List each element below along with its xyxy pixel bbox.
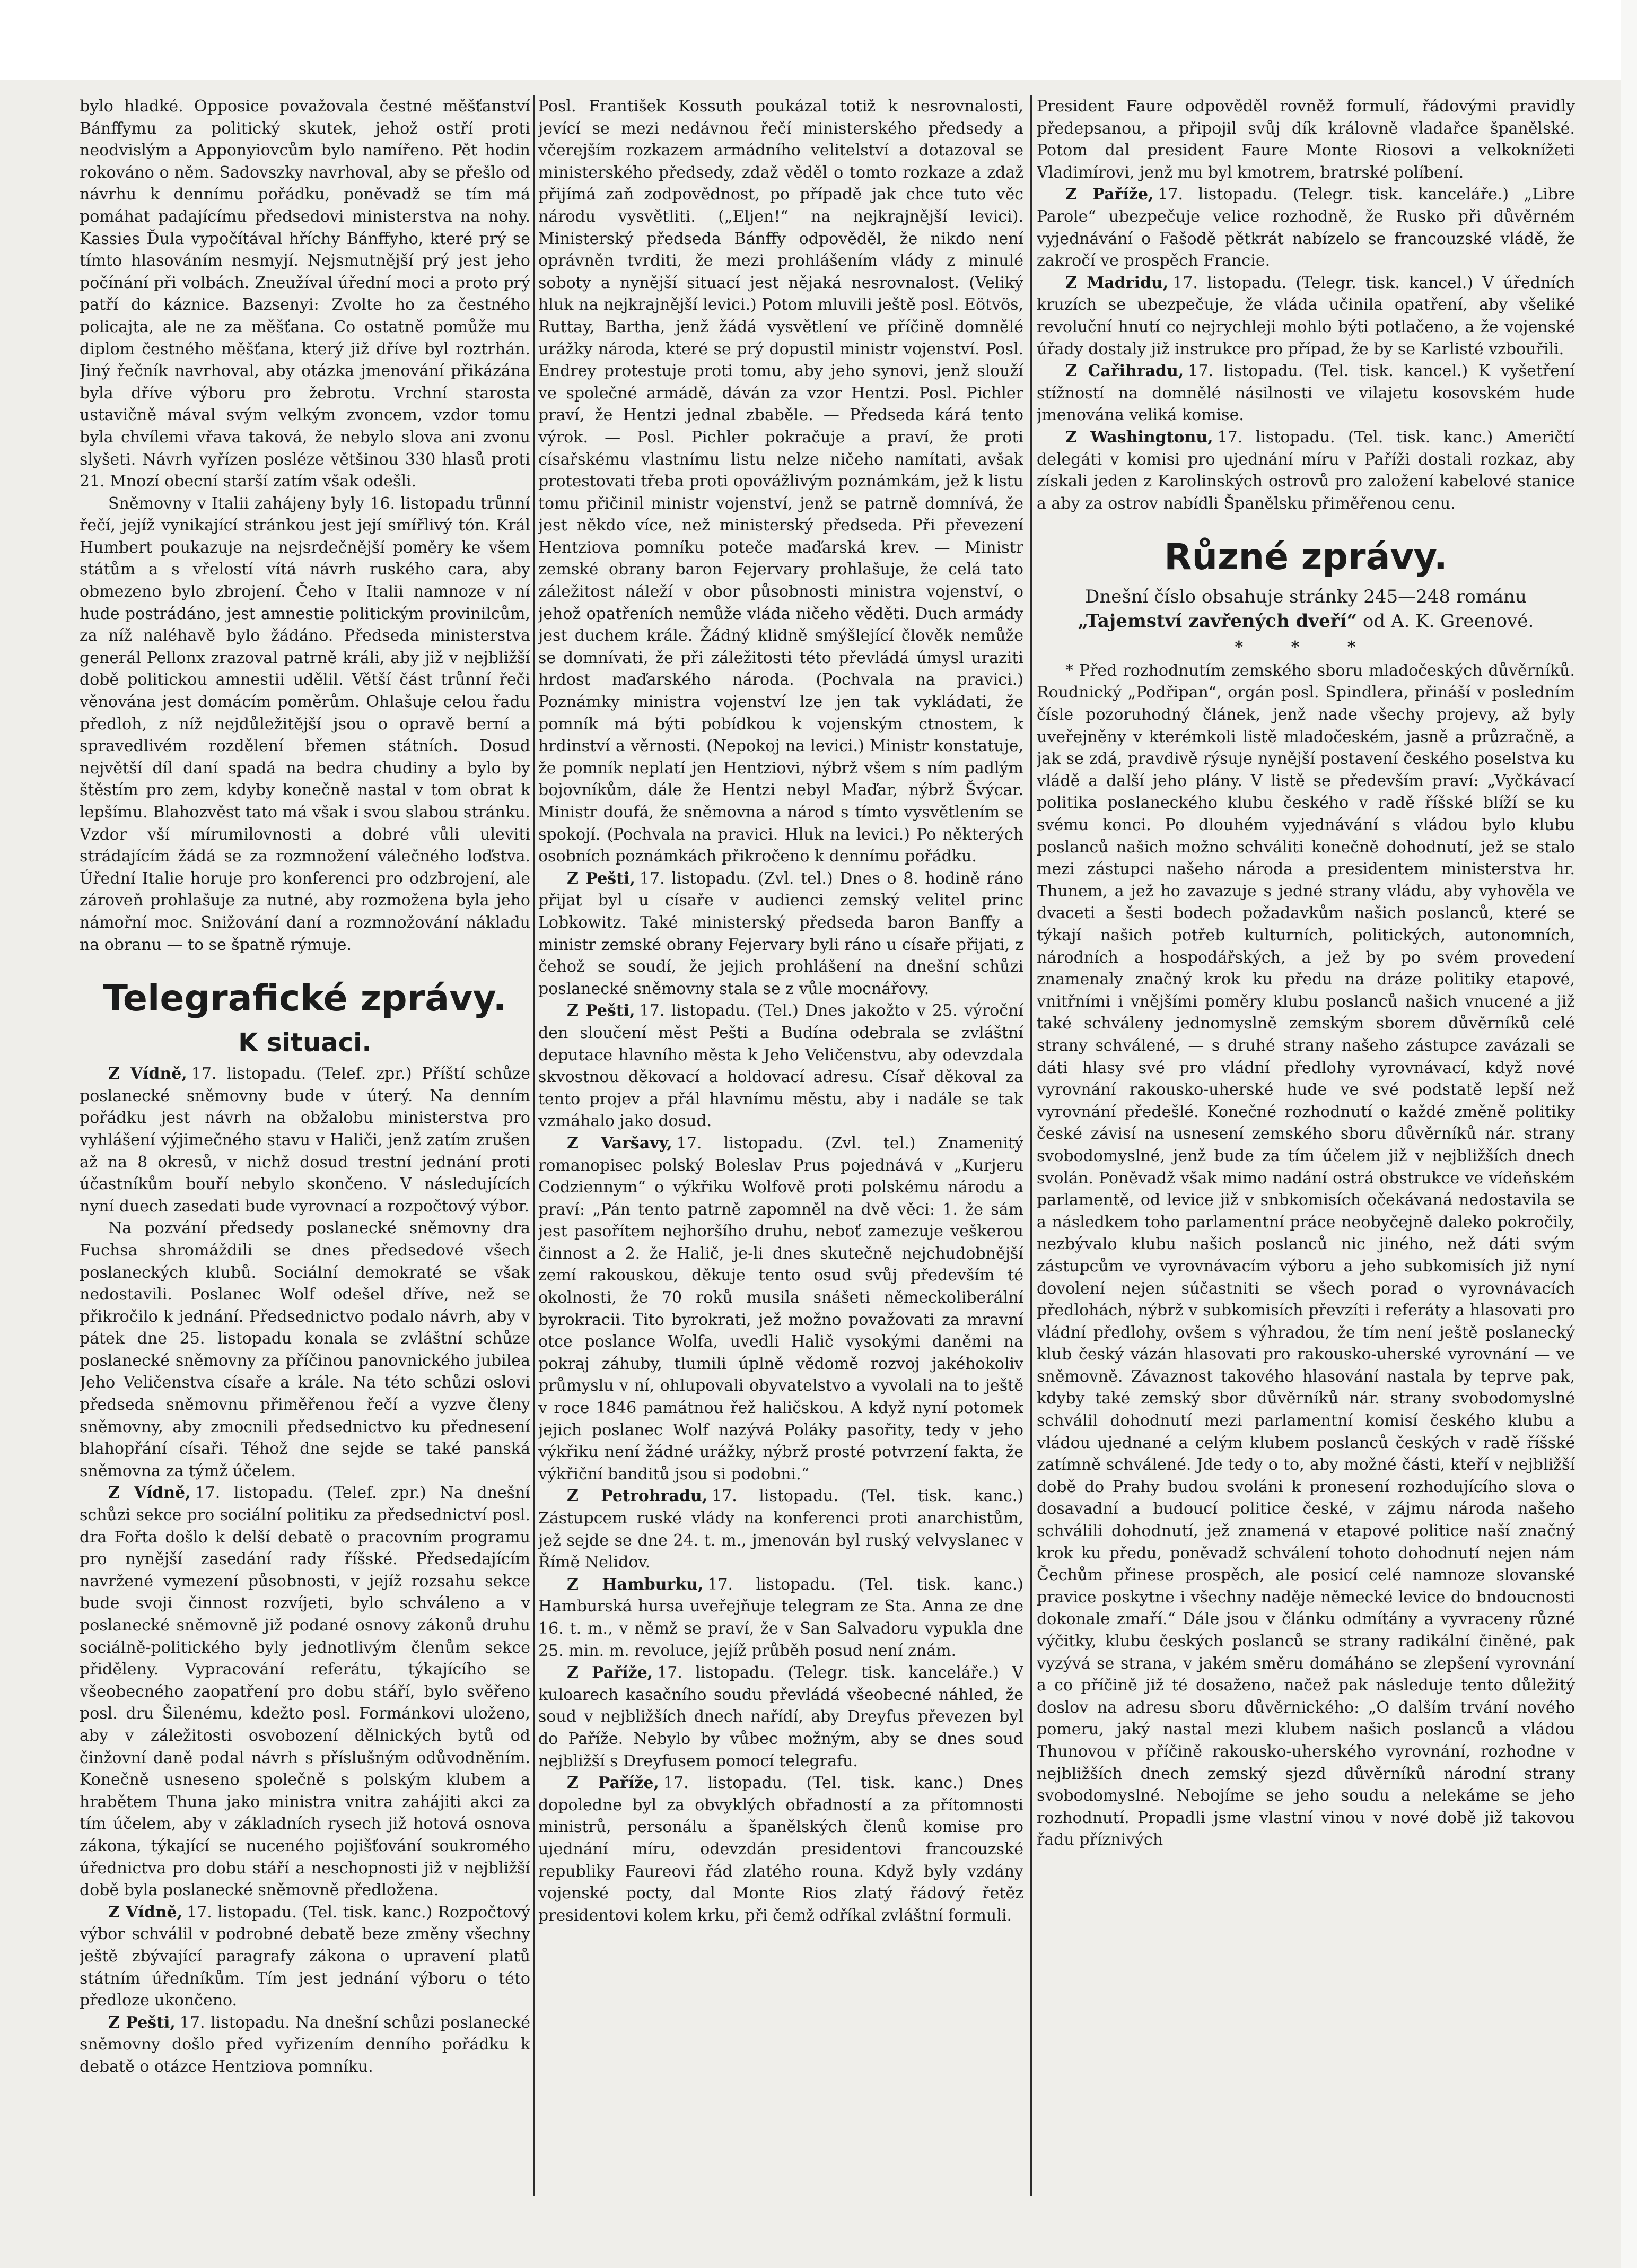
article-paragraph: * Před rozhodnutím zemského sboru mladočeských důvěrníků. Roudnický „Podřipan“, orgán posl. Spindlera, přináší v posledním čísle pozoruhodný článek, jenž nade všechy projevy, až byly uveřejněny v kterémkoli listě mladočeském, jasně a průzračně, a jak se zdá, pravdivě rýsuje nynější postavení českého poselstva ku vládě a další jeho plány. V listě se především praví: „Vyčkávací politika poslaneckého klubu českého v radě říšské blíží se ku svému konci. Po dlouhém vyjednávání s vládou bylo klubu poslanců našich možno schváliti konečně dohodnutí, jež se stalo mezi zástupci našeho národa a presidentem ministerstva hr. Thunem, a jež ho zavazuje s jedné strany vládu, aby vyhověla ve dvaceti a šesti bodech požadavkům našich poslanců, které se týkají našich potřeb kulturních, politických, autonomních, národních a hospodářských, a jež by po svém provedení znamenaly značný krok ku předu na dráze politiky etapové, vnitřními i vnějšími poměry klubu poslanců našich vnucené a již také schváleny jednomyslně zemským sborem důvěrníků celé strany schválené, — s druhé strany našeho zástupce zavázali se dáti hlasy své pro vládní předlohy vyrovnávací, když nové vyrovnání rakousko-uherské hude ve své podstatě lepší než vyrovnání předešlé. Konečné rozhodnutí o každé změně politiky české závisí na usnesení zemského sboru důvěrníků nár. strany svobodomyslné, jenž bude za tím účelem již v nejbližších dnech svolán. Poněvadž však mimo nadání ostrá obstrukce ve vídeňském parlamentě, od levice již v snbkomisích očekávaná nedostavila se a následkem toho parlamentní práce neobyčejně daleko pokročily, nezbývalo klubu našich poslanců nic jiného, než dáti svým zástupcům ve vyrovnávacím výboru a jeho subkomisích již nyní dovolení nejen súčastniti se všech porad o vyrovnávacích předlohách, nýbrž v subkomisích převzíti i referáty a hlasovati pro vládní předlohy, ovšem s výhradou, že tím není ještě poslanecký klub český vázán hlasovati pro rakousko-uherské vyrovnání — ve sněmovně. Závaznost takového hlasování nastala by teprve pak, kdyby také zemský sbor důvěrníků nár. strany svobodomyslné schválil dohodnutí mezi parlamentní komisí českého klubu a vládou ujednané a celým klubem poslanců českých v radě říšské zatímně schválené. Jde tedy o to, aby možné části, kteří v nejbližší době do Prahy budou svoláni k pronesení rozhodujícího slova o dosavadní a budoucí politice české, v zájmu národa našeho schválili dohodnutí, jež znamená v etapové politice naší značný krok ku předu, poněvadž schválení tohoto dohodnutí nejen nám Čechům přinese prospěch, ale posicí celé namnoze slovanské pravice poskytne i všechny naděje německé levice do bndoucnosti dokonale zmaří.“ Dále jsou v článku odmítány a vyvraceny různé výčitky, klubu českých poslanců se strany radikální činěné, pak vyzývá se strana, v jakém směru domáháno se zlepšení vyrovnání a co příčině již té dosaženo, načež pak následuje tento důležitý doslov na adresu sboru důvěrnického: „O dalším trvání nového pomeru, jaký nastal mezi klubem našich poslanců a vládou Thunovou v příčině rakousko-uherského vyrovnání, rozhodne v nejbližších dnech zemský sjezd důvěrníků národní strany svobodomyslné. Nebojíme se jeho soudu a nelekáme se jeho rozhodnutí. Propadli jsme vlastní vinou v nové době již takovou řadu příznivých — [1037, 661, 1575, 1850]
dateline: Z Pešti, — [567, 869, 635, 888]
report-paragraph — [80, 1901, 530, 2012]
subsection-title: K situaci. — [238, 1028, 372, 1058]
report-text: 17. listopadu. (Zvl. tel.) Dnes o 8. hodině ráno přijat byl u císaře v audienci zemský velitel princ Lobkowitz. Také ministerský předseda baron Banffy a ministr zemské obrany Fejervary byli ráno u císaře přijati, z čehož se soudí, že jejich prohlášení na dnešní schůzi poslanecké sněmovny stala se z vůle mocnářovy. — [538, 869, 1023, 998]
dateline: Z Washingtonu, — [1065, 428, 1213, 447]
report-text: 17. listopadu. (Telef. zpr.) Příští schůze poslanecké sněmovny bude v úterý. Na denním pořádku jest návrh na obžalobu ministerstva pro vyhlášení výjimečného stavu v Haliči, jenž zatím zrušen až na 8 okresů, v nichž dosud trestní jednání proti účastníkům bouří nebylo skončeno. V následujících nyní duech zasedati bude vyrovnací a rozpočtový výbor. — [80, 1065, 530, 1216]
newspaper-page — [80, 95, 1575, 2206]
article-paragraph: President Faure odpověděl rovněž formulí, řádovými pravidly předepsanou, a připojil svůj dík královně vladařce španělské. Potom dal president Faure Monte Riosovi a velkoknížeti Vladimírovi, jenž mu byl kmotrem, bratrské políbení. — [1037, 97, 1575, 182]
column-1 — [80, 95, 530, 2206]
report-text: 17. listopadu. (Telegr. tisk. kanceláře.) „Libre Parole“ ubezpečuje velice rozhodně, že Rusko při důvěrném vyjednávání o Fašodě pětkrát nabízelo se francouzské vládě, že zakročí ve prospěch Francie. — [1037, 185, 1575, 271]
dateline: Z Petrohradu, — [567, 1487, 708, 1506]
dateline: Z Vídně, — [108, 1484, 191, 1503]
notice-prefix: Dnešní číslo obsahuje stránky 245—248 románu — [1085, 586, 1527, 608]
dateline: Z Pešti, — [108, 2013, 176, 2032]
dateline: Z Paříže, — [1065, 185, 1154, 204]
report-text: 17. listopadu. Na dnešní schůzi poslanecké sněmovny došlo před vyřizením denního pořádku k debatě o otázce Hentziova pomníku. — [80, 2013, 530, 2076]
section-title: Různé zprávy. — [1164, 536, 1448, 579]
report-paragraph — [80, 1482, 530, 1901]
report-text: 17. listopadu. (Tel. tisk. kanc.) Hamburská hursa uveřejňuje telegram ze Sta. Anna ze dne 16. t. m., v němž se praví, že v San Salvadoru vypukla dne 25. min. m. revoluce, jejíž průběh posud není znám. — [538, 1575, 1023, 1660]
report-paragraph — [80, 1217, 530, 1482]
dateline: Z Vídně, — [108, 1065, 187, 1084]
dateline: Z Madridu, — [1065, 273, 1169, 292]
dateline: Z Vídně, — [108, 1903, 183, 1922]
dateline: Z Paříže, — [567, 1774, 659, 1793]
dateline: Z Hamburku, — [567, 1575, 704, 1594]
report-text: 17. listopadu. (Tel. tisk. kanc.) Američtí delegáti v komisi pro ujednání míru v Paříži dostali rozkaz, aby získali jeden z Karolinských ostrovů pro založení kabelové stanice a aby za ostrov nabídli Španělsku přiměřenou cenu. — [1037, 428, 1575, 513]
report-paragraph — [538, 1772, 1023, 1926]
scan-margin-top — [0, 0, 1637, 80]
report-paragraph — [1037, 184, 1575, 272]
serial-notice — [1037, 585, 1575, 633]
report-paragraph — [538, 868, 1023, 1000]
column-3 — [1037, 95, 1575, 2206]
report-paragraph — [1037, 272, 1575, 360]
report-paragraph — [1037, 360, 1575, 426]
article-paragraph: bylo hladké. Opposice považovala čestné měšťanství Bánffymu za politický skutek, jehož ostří proti neodvislým a Apponyiovcům bylo namířeno. Pět hodin rokováno o něm. Sadovszky navrhoval, aby se přešlo od návrhu k dennímu pořádku, poněvadž se tím má pomáhat padajícímu předsedovi ministerstva na nohy. Kassies Ďula vypočítával hříchy Bánffyho, které prý se tímto hlasováním nesmyjí. Nejsmutnější prý jest jeho počínání při volbách. Zneužíval úřední moci a proto prý patří do káznice. Bazsenyi: Zvolte ho za čestného policajta, ale ne za měšťana. Co ostatně pomůže mu diplom čestného měšťana, který již dříve byl roztrhán. Jiný řečník navrhoval, aby otázka jmenování přikázána byla dříve výboru pro žebrotu. Vrchní starosta ustavičně mával svým velkým zvoncem, vzdor tomu byla chvílemi vřava taková, že nebylo slova ani zvonu slyšeti. Návrh vyřízen posléze většinou 330 hlasů proti 21. Mnozí obecní starší zatím však odešli. — [80, 97, 530, 491]
report-text: 17. listopadu. (Tel. tisk. kancel.) K vyšetření stížností na domnělé násilnosti ve vilajetu kosovském hude jmenována veliká komise. — [1037, 362, 1575, 425]
dateline: Z Varšavy, — [567, 1133, 672, 1153]
report-paragraph — [538, 1662, 1023, 1772]
report-paragraph — [538, 1000, 1023, 1132]
article-paragraph: Posl. František Kossuth poukázal totiž k nesrovnalosti, jevící se mezi nedávnou řečí ministerského předsedy a včerejším rozkazem armádního velitelství a dotazoval se ministerského předsedy, zdaž věděl o tomto rozkaze a zdaž přijímá zaň zodpovědnost, po případě jak chce tuto věc národu vysvětliti. („Eljen!“ na nejkrajnější levici). Ministerský předseda Bánffy odpověděl, že nikdo není oprávněn tvrditi, že mezi prohlášením vlády z minulé soboty a nynější situací jest nějaká nesrovnalost. (Veliký hluk na nejkrajnější levici.) Potom mluvili ještě posl. Eötvös, Ruttay, Bartha, jenž žádá vysvětlení ve příčině domnělé urážky národa, které se prý dopustil ministr vojenství. Posl. Endrey protestuje proti tomu, aby jeho synovi, jenž slouží ve společné armádě, dáván za vzor Hentzi. Posl. Pichler praví, že Hentzi jednal zbaběle. — Předseda kárá tento výrok. — Posl. Pichler pokračuje a praví, že proti císařskému vlastnímu listu nelze ničeho namítati, avšak protestovati třeba proti opovážlivým poznámkám, jež k listu tomu přičinil ministr vojenství, jenž se patrně domnívá, že jest někdo více, než ministerský předseda. Při převezení Hentziova pomníku poteče maďarská krev. — Ministr zemské obrany baron Fejervary prohlašuje, že celá tato záležitost náleží v obor působnosti ministra vojenství, o jehož opatřeních nemůže vláda ničeho věděti. Duch armády jest duchem krále. Žádný klidně smýšlející člověk nemůže se domnívati, že při záležitosti této převládá úmysl uraziti hrdost maďarského národa. (Pochvala na pravici.) Poznámky ministra vojenství lze jen tak vykládati, že pomník má býti pobídkou k vojenským ctnostem, k hrdinství a věrnosti. (Nepokoj na levici.) Ministr konstatuje, že pomník neplatí jen Hentziovi, nýbrž všem s ním padlým bojovníkům, dále že Hentzi nebyl Maďar, nýbrž Švýcar. Ministr doufá, že sněmovna a národ s tímto vysvětlením se spokojí. (Pochvala na pravici. Hluk na levici.) Po některých osobních poznámkách přikročeno k dennímu pořádku. — [538, 97, 1023, 866]
report-text: 17. listopadu. (Telegr. tisk. kanceláře.) V kuloarech kasačního soudu převládá všeobecné náhled, že soud v nejbližších dnech nařídí, aby Dreyfus převezen byl do Paříže. Nebylo by vůbec možným, aby se dnes soud nejbližší s Dreyfusem pomocí telegrafu. — [538, 1663, 1023, 1770]
report-text: 17. listopadu. (Tel. tisk. kanc.) Zástupcem ruské vlády na konferenci proti anarchistům, jež sejde se dne 24. t. m., jmenován byl ruský velvyslanec v Římě Nelidov. — [538, 1487, 1023, 1572]
scan-margin-right — [1621, 0, 1637, 2268]
report-text: 17. listopadu. (Tel. tisk. kanc.) Rozpočtový výbor schválil v podrobné debatě beze změny všechny ještě zbývající paragrafy zákona o upravení platů státním úředníkům. Tím jest jednání výboru o této předloze ukončeno. — [80, 1903, 530, 2010]
report-text: 17. listopadu. (Tel. tisk. kanc.) Dnes dopoledne byl za obvyklých obřadností a za přítomnosti ministrů, personálu a španělských členů komise pro ujednání míru, odevzdán presidentovi francouzské republiky Faureovi řád zlatého rouna. Když byly vzdány vojenské pocty, dal Monte Rios zlatý řádový řetěz presidentovi kolem krku, při čemž odříkal zvláštní formuli. — [538, 1774, 1023, 1925]
column-2 — [538, 95, 1023, 2206]
notice-suffix: od A. K. Greenové. — [1362, 610, 1534, 632]
notice-title: „Tajemství zavřených dveří“ — [1078, 610, 1358, 632]
dateline: Z Cařihradu, — [1065, 362, 1184, 381]
report-text: 17. listopadu. (Telegr. tisk. kancel.) V úředních kruzích se ubezpečuje, že vláda učinila opatření, aby všeliké revoluční hnutí co nejrychleji mohlo býti potlačeno, a že vojenské úřady dostaly již instrukce pro případ, že by se Karlisté vzbouřili. — [1037, 273, 1575, 359]
report-text: Na pozvání předsedy poslanecké sněmovny dra Fuchsa shromáždili se dnes předsedové všech poslaneckých klubů. Sociální demokraté se však nedostavili. Poslanec Wolf odešel dříve, než se přikročilo k jednání. Předsednictvo podalo návrh, aby v pátek dne 25. listopadu konala se zvláštní schůze poslanecké sněmovny za příčinou panovnického jubilea Jeho Veličenstva císaře a krále. Na této schůzi oslovi předseda sněmovnu přiměřenou řečí a vyzve členy sněmovny, aby zmocnili předsednictvo ku přednesení blahopřání císaři. Téhož dne sejde se také panská sněmovna za týmž účelem. — [80, 1219, 530, 1480]
column-rule-1 — [533, 95, 535, 2196]
column-rule-2 — [1030, 95, 1032, 2196]
report-paragraph — [538, 1574, 1023, 1662]
dateline: Z Paříže, — [567, 1663, 653, 1682]
report-paragraph — [80, 2012, 530, 2078]
report-text: 17. listopadu. (Telef. zpr.) Na dnešní schůzi sekce pro sociální politiku za předsednictví posl. dra Fořta došlo k delší debatě o pracovním programu pro nynější zasedání rady říšské. Předsedajícím navržené vymezení působnosti, v jejíž rozsahu sekce bude svoji činnost rozvíjeti, bylo schváleno a v poslanecké sněmovně již podané osnovy zákonů druhu sociálně-politického byly jednotlivým členům sekce přiděleny. Vypracování referátu, týkajícího se všeobecného zaopatření pro dobu stáří, bylo svěřeno posl. dru Šilenému, kdežto posl. Formánkovi uloženo, aby v záležitosti osvobození dělnických bytů od činžovní daně podal návrh s příslušným odůvodněním. Konečně usneseno společně s polským klubem a hrabětem Thuna jako ministra vnitra zahájiti akci za tím účelem, aby v základních rysech již hotová osnova zákona, týkající se nuceného pojišťování soukromého úřednictva pro dobu stáří a neschopnosti již v nejbližší době byla poslanecké sněmovně předložena. — [80, 1484, 530, 1900]
report-paragraph — [1037, 426, 1575, 514]
report-paragraph — [538, 1132, 1023, 1486]
report-paragraph — [538, 1485, 1023, 1573]
section-title: Telegrafické zprávy. — [103, 978, 507, 1020]
article-paragraph: Sněmovny v Italii zahájeny byly 16. listopadu trůnní řečí, jejíž vynikající stránkou jest její smířlivý tón. Král Humbert poukazuje na nejsrdečnější poměry ke všem státům a s vřelostí vítá návrh ruského cara, aby obmezeno bylo zbrojení. Čeho v Italii namnoze v ní hude postrádáno, jest amnestie politickým provinilcům, za níž naléhavě bylo žádáno. Předseda ministerstva generál Pellonx zrazoval patrně králi, aby již v nejbližší době politickou amnestii udělil. Větší část trůnní řeči věnována jest domácím poměrům. Ohlašuje celou řadu předloh, z níž nejdůležitější jsou o opravě berní a spravedlivém rozdělení břemen státních. Dosud největší díl daní spadá na bedra chudiny a bylo by štěstím pro zem, kdyby konečně nastal v tom obrat k lepšímu. Blahozvěst tato má však i svou slabou stránku. Vzdor vší mírumilovnosti a dobré vůli uleviti strádajícím žádá se za rozmnožení válečného loďstva. Úřední Italie horuje pro konferenci pro odzbrojení, ale zároveň prohlašuje za nutné, aby rozmožena byla jeho námořní moc. Snižování daní a rozmnožování nákladu na obranu — to se špatně rýmuje. — [80, 494, 530, 954]
report-text: 17. listopadu. (Tel.) Dnes jakožto v 25. výroční den sloučení měst Pešti a Budína odebrala se zvláštní deputace hlavního města k Jeho Veličenstvu, aby odevzdala skvostnou děkovací a holdovací adresu. Císař děkoval za tento projev a přál hlavnímu městu, aby i nadále se tak vzmáhalo jako dosud. — [538, 1001, 1023, 1131]
dateline: Z Pešti, — [567, 1001, 635, 1020]
report-text: 17. listopadu. (Zvl. tel.) Znamenitý romanopisec polský Boleslav Prus pojednává v „Kurjeru Codziennym“ o výkřiku Wolfově proti polskému národu a praví: „Pán tento patrně zapomněl na dvě věci: 1. že sám jest pasořítem nejhoršího druhu, neboť zamezuje veškerou činnost a 2. že Halič, je-li dnes skutečně nejchudobnější zemí rakouskou, děkuje tento osud svůj především té okolnosti, že 70 roků musila snášeti německoliberální byrokracii. Tito byrokrati, jež možno považovati za mravní otce poslance Wolfa, uvedli Halič vysokými daněmi na pokraj záhuby, tlumili úplně vědomě rozvoj jakéhokoliv průmyslu v ní, ohlupovali obyvatelstvo a vyvolali na to ještě v roce 1846 památnou řež haličskou. A když nyní potomek jejich poslanec Wolf nazývá Poláky pasořity, tedy v jeho výkřiku není žádné urážky, nýbrž prosté potvrzení fakta, že výkřiční banditů jsou si podobni.“ — [538, 1133, 1023, 1484]
report-paragraph — [80, 1063, 530, 1217]
separator-stars: * * * — [1235, 638, 1377, 657]
